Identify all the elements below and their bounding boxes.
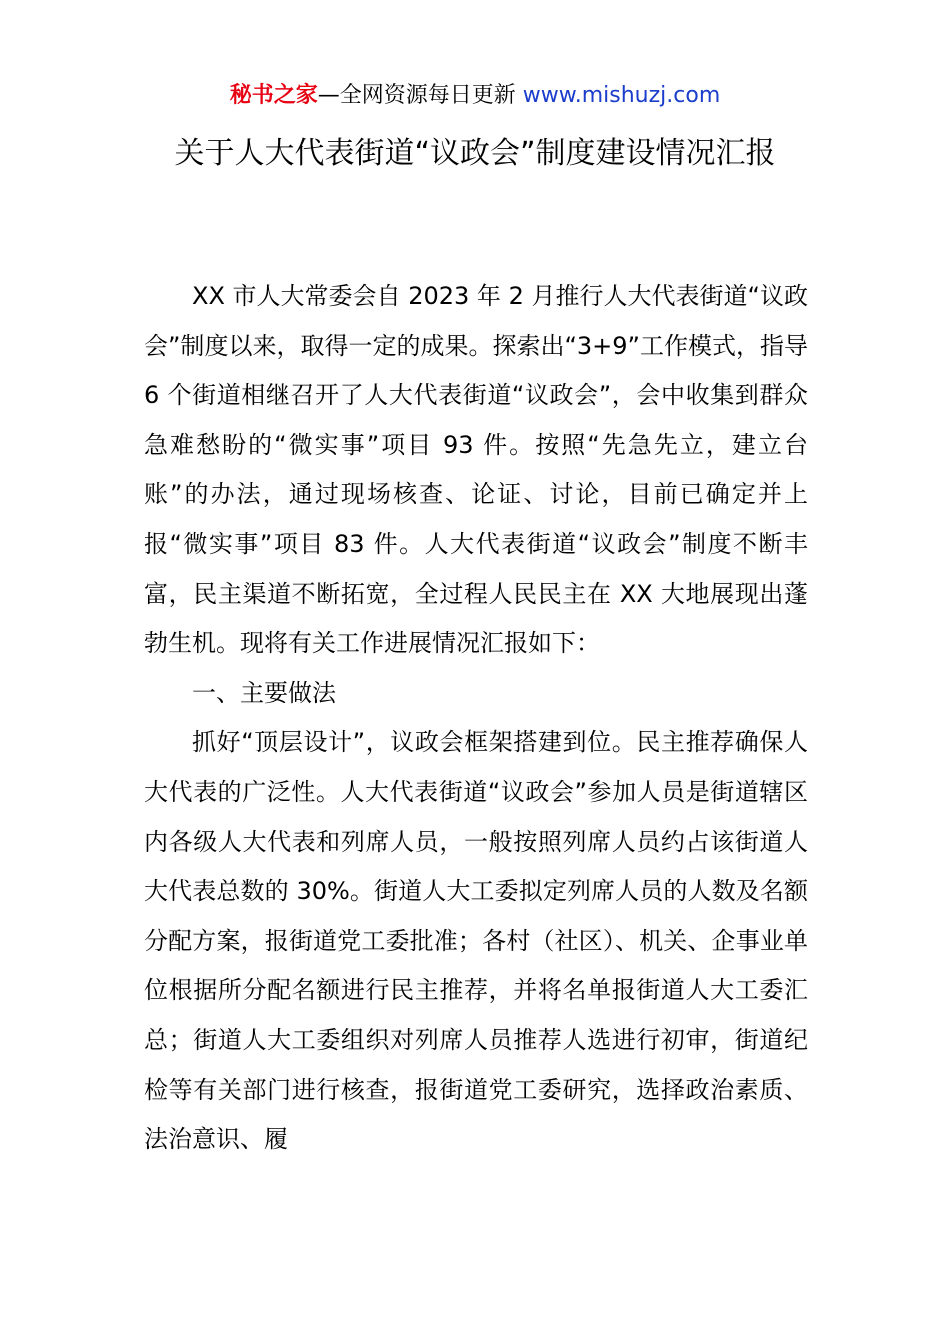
document-title: 关于人大代表街道“议政会”制度建设情况汇报 xyxy=(174,136,776,171)
document-body xyxy=(144,272,808,1165)
intro-paragraph: XX 市人大常委会自 2023 年 2 月推行人大代表街道“议政会”制度以来，取得一定的成果。探索出“3+9”工作模式，指导 6 个街道相继召开了人大代表街道“议政会”，会中收集到群众急难愁盼的“微实事”项目 93 件。按照“先急先立，建立台账”的办法，通过现场核查、论证、讨论，目前已确定并上报“微实事”项目 83 件。人大代表街道“议政会”制度不断丰富，民主渠道不断拓宽，全过程人民民主在 XX 大地展现出蓬勃生机。现将有关工作进展情况汇报如下： xyxy=(144,282,808,658)
body-paragraph: 抓好“顶层设计”，议政会框架搭建到位。民主推荐确保人大代表的广泛性。人大代表街道“议政会”参加人员是街道辖区内各级人大代表和列席人员，一般按照列席人员约占该街道人大代表总数的 30%。街道人大工委拟定列席人员的人数及名额分配方案，报街道党工委批准；各村（社区）、机关、企事业单位根据所分配名额进行民主推荐，并将名单报街道人大工委汇总；街道人大工委组织对列席人员推荐人选进行初审，街道纪检等有关部门进行核查，报街道党工委研究，选择政治素质、法治意识、履 xyxy=(144,728,808,1154)
site-header xyxy=(0,80,950,112)
section-heading: 一、主要做法 xyxy=(192,678,336,707)
site-url[interactable]: www.mishuzj.com xyxy=(522,83,721,108)
site-brand: 秘书之家 xyxy=(229,83,318,108)
site-tagline: —全网资源每日更新 xyxy=(317,83,523,108)
